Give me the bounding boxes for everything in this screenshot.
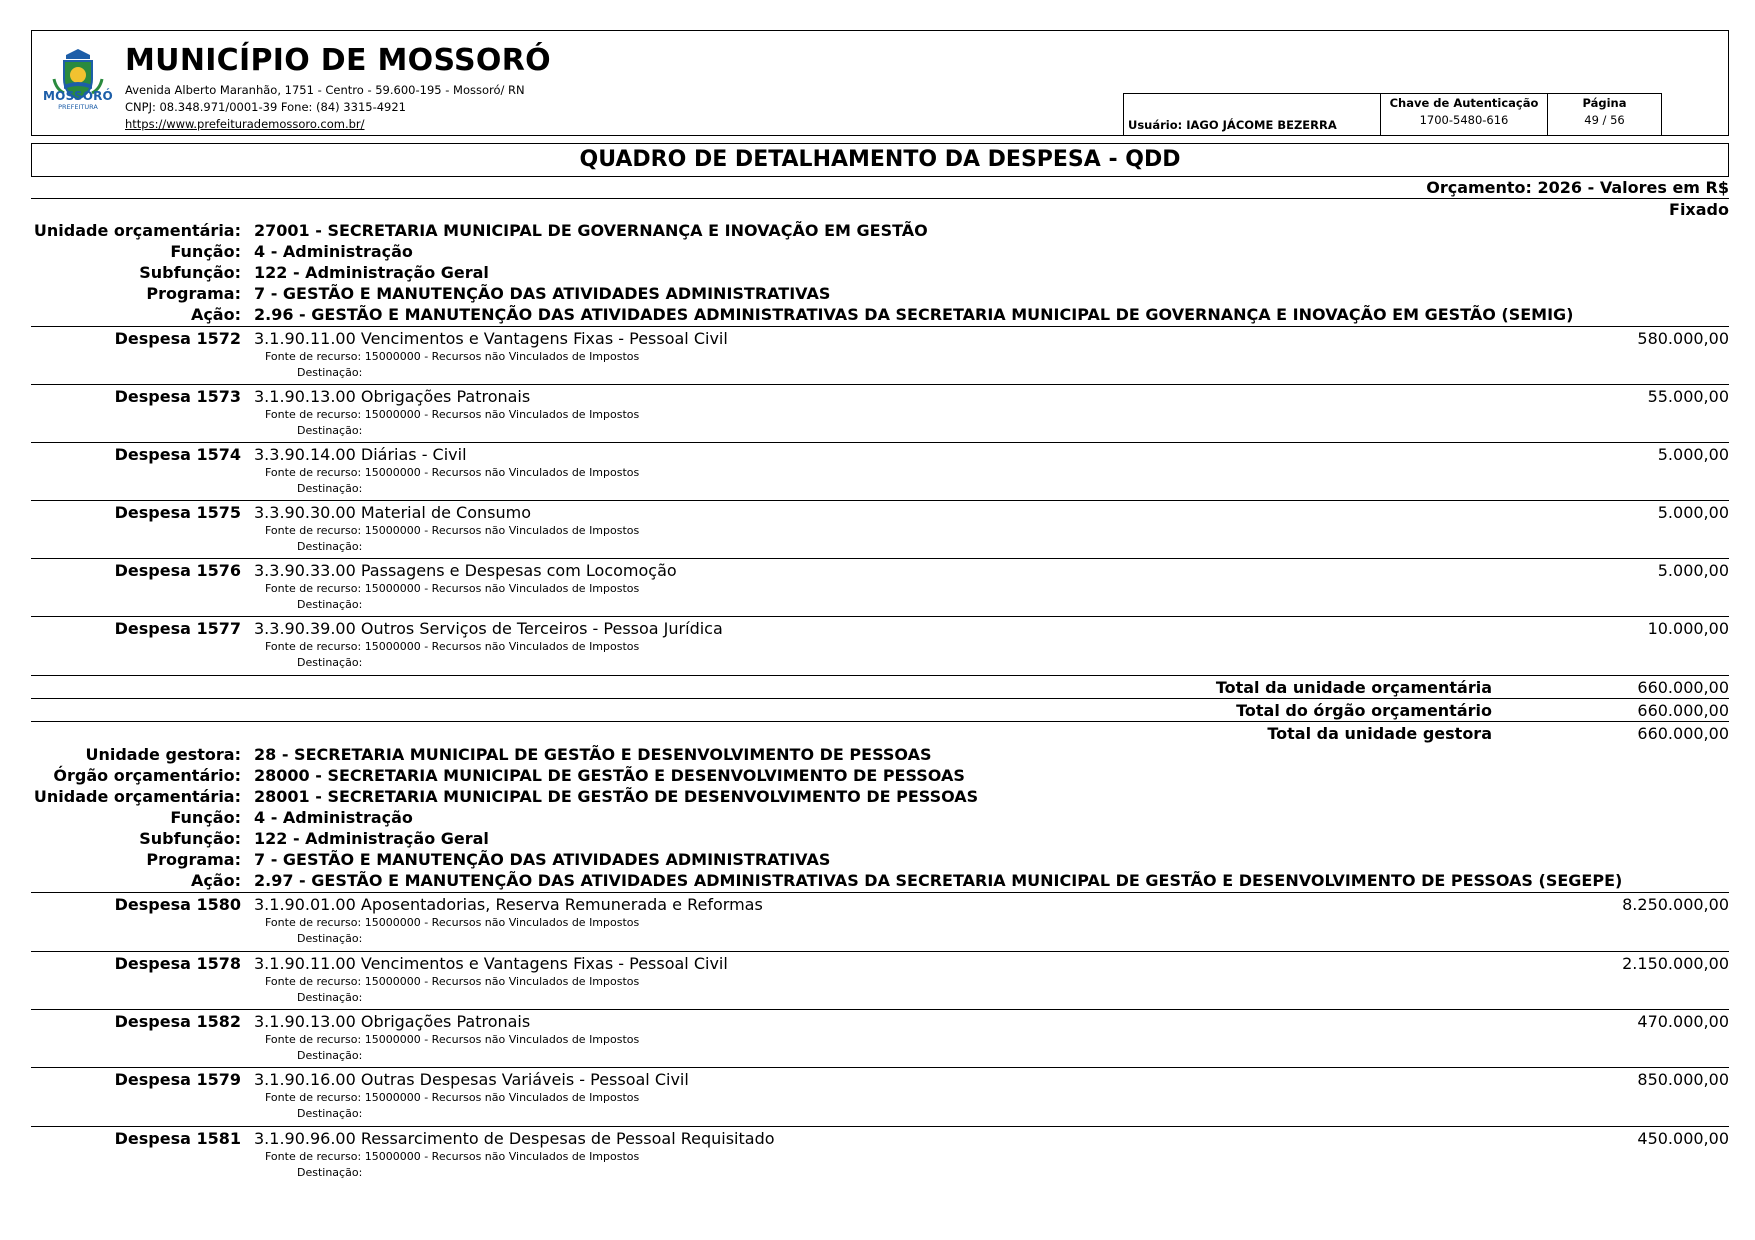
expense-destination: Destinação: xyxy=(297,540,363,553)
unidade-orc-value: 28001 - SECRETARIA MUNICIPAL DE GESTÃO DE DESENVOLVIMENTO DE PESSOAS xyxy=(254,787,979,806)
expense-source: Fonte de recurso: 15000000 - Recursos não Vinculados de Impostos xyxy=(265,524,640,537)
expense-label: Despesa 1573 xyxy=(114,387,241,406)
address-line: Avenida Alberto Maranhão, 1751 - Centro - 59.600-195 - Mossoró/ RN xyxy=(125,83,525,97)
expense-source: Fonte de recurso: 15000000 - Recursos não Vinculados de Impostos xyxy=(265,975,640,988)
website-link[interactable]: https://www.prefeiturademossoro.com.br/ xyxy=(125,117,365,131)
funcao-label: Função: xyxy=(170,808,241,827)
document-title: QUADRO DE DETALHAMENTO DA DESPESA - QDD xyxy=(31,143,1729,177)
total-unidade-orc-label: Total da unidade orçamentária xyxy=(1215,678,1492,697)
acao-value: 2.96 - GESTÃO E MANUTENÇÃO DAS ATIVIDADES ADMINISTRATIVAS DA SECRETARIA MUNICIPAL DE GOVERNANÇA E INOVAÇÃO EM GESTÃO (SEMIG) xyxy=(254,305,1574,324)
logo-wordmark: MOSSORÓ xyxy=(43,89,113,103)
expense-value: 470.000,00 xyxy=(1637,1012,1729,1031)
subfuncao-label: Subfunção: xyxy=(139,263,241,282)
total-unidade-orc-value: 660.000,00 xyxy=(1637,678,1729,697)
expense-value: 8.250.000,00 xyxy=(1622,895,1729,914)
expense-value: 5.000,00 xyxy=(1657,561,1729,580)
expense-description: 3.1.90.11.00 Vencimentos e Vantagens Fixas - Pessoal Civil xyxy=(254,954,728,973)
auth-key-label: Chave de Autenticação xyxy=(1389,96,1539,110)
expense-label: Despesa 1582 xyxy=(114,1012,241,1031)
total-unidade-gestora-label: Total da unidade gestora xyxy=(1267,724,1492,743)
expense-destination: Destinação: xyxy=(297,1107,363,1120)
expense-value: 5.000,00 xyxy=(1657,503,1729,522)
expense-label: Despesa 1579 xyxy=(114,1070,241,1089)
budget-year: Orçamento: 2026 - Valores em R$ xyxy=(1426,178,1729,197)
auth-key-cell xyxy=(1380,93,1547,136)
expense-source: Fonte de recurso: 15000000 - Recursos não Vinculados de Impostos xyxy=(265,466,640,479)
divider xyxy=(31,384,1729,385)
expense-description: 3.1.90.01.00 Aposentadorias, Reserva Remunerada e Reformas xyxy=(254,895,763,914)
expense-destination: Destinação: xyxy=(297,932,363,945)
expense-label: Despesa 1575 xyxy=(114,503,241,522)
expense-label: Despesa 1572 xyxy=(114,329,241,348)
expense-source: Fonte de recurso: 15000000 - Recursos não Vinculados de Impostos xyxy=(265,640,640,653)
expense-value: 2.150.000,00 xyxy=(1622,954,1729,973)
subfuncao-value: 122 - Administração Geral xyxy=(254,263,489,282)
divider xyxy=(31,675,1729,676)
unidade-gestora-label: Unidade gestora: xyxy=(85,745,241,764)
logo-subtitle: PREFEITURA xyxy=(58,103,98,111)
expense-destination: Destinação: xyxy=(297,656,363,669)
divider xyxy=(31,326,1729,327)
page-number: 49 / 56 xyxy=(1584,113,1625,127)
divider xyxy=(31,1067,1729,1068)
divider xyxy=(31,616,1729,617)
expense-value: 580.000,00 xyxy=(1637,329,1729,348)
expense-description: 3.3.90.14.00 Diárias - Civil xyxy=(254,445,467,464)
divider xyxy=(31,698,1729,699)
divider xyxy=(31,951,1729,952)
total-orgao-label: Total do órgão orçamentário xyxy=(1236,701,1492,720)
divider xyxy=(31,1009,1729,1010)
subfuncao-value: 122 - Administração Geral xyxy=(254,829,489,848)
acao-label: Ação: xyxy=(190,871,241,890)
orgao-label: Órgão orçamentário: xyxy=(53,766,241,785)
divider xyxy=(31,721,1729,722)
funcao-label: Função: xyxy=(170,242,241,261)
user-cell xyxy=(1123,93,1380,136)
user-name: Usuário: IAGO JÁCOME BEZERRA xyxy=(1128,118,1337,132)
page-label: Página xyxy=(1582,96,1627,110)
acao-label: Ação: xyxy=(190,305,241,324)
unidade-orc-label: Unidade orçamentária: xyxy=(33,221,241,240)
expense-destination: Destinação: xyxy=(297,598,363,611)
divider xyxy=(31,442,1729,443)
expense-source: Fonte de recurso: 15000000 - Recursos não Vinculados de Impostos xyxy=(265,1150,640,1163)
page-cell xyxy=(1547,93,1662,136)
unidade-gestora-value: 28 - SECRETARIA MUNICIPAL DE GESTÃO E DESENVOLVIMENTO DE PESSOAS xyxy=(254,745,932,764)
expense-label: Despesa 1576 xyxy=(114,561,241,580)
divider xyxy=(31,198,1729,199)
expense-description: 3.1.90.96.00 Ressarcimento de Despesas de Pessoal Requisitado xyxy=(254,1129,775,1148)
divider xyxy=(31,558,1729,559)
orgao-value: 28000 - SECRETARIA MUNICIPAL DE GESTÃO E DESENVOLVIMENTO DE PESSOAS xyxy=(254,766,965,785)
expense-label: Despesa 1578 xyxy=(114,954,241,973)
expense-description: 3.1.90.11.00 Vencimentos e Vantagens Fixas - Pessoal Civil xyxy=(254,329,728,348)
column-header-fixado: Fixado xyxy=(1669,200,1729,219)
funcao-value: 4 - Administração xyxy=(254,242,413,261)
expense-destination: Destinação: xyxy=(297,424,363,437)
expense-label: Despesa 1581 xyxy=(114,1129,241,1148)
expense-source: Fonte de recurso: 15000000 - Recursos não Vinculados de Impostos xyxy=(265,916,640,929)
programa-label: Programa: xyxy=(146,284,241,303)
expense-label: Despesa 1577 xyxy=(114,619,241,638)
programa-value: 7 - GESTÃO E MANUTENÇÃO DAS ATIVIDADES ADMINISTRATIVAS xyxy=(254,850,831,869)
expense-value: 450.000,00 xyxy=(1637,1129,1729,1148)
expense-value: 55.000,00 xyxy=(1647,387,1729,406)
expense-destination: Destinação: xyxy=(297,482,363,495)
auth-key-value: 1700-5480-616 xyxy=(1419,113,1509,127)
cnpj-line: CNPJ: 08.348.971/0001-39 Fone: (84) 3315-4921 xyxy=(125,100,406,114)
expense-source: Fonte de recurso: 15000000 - Recursos não Vinculados de Impostos xyxy=(265,350,640,363)
expense-description: 3.1.90.13.00 Obrigações Patronais xyxy=(254,1012,531,1031)
expense-value: 5.000,00 xyxy=(1657,445,1729,464)
divider xyxy=(31,892,1729,893)
funcao-value: 4 - Administração xyxy=(254,808,413,827)
unidade-orc-value: 27001 - SECRETARIA MUNICIPAL DE GOVERNANÇA E INOVAÇÃO EM GESTÃO xyxy=(254,221,928,240)
expense-destination: Destinação: xyxy=(297,1049,363,1062)
expense-destination: Destinação: xyxy=(297,366,363,379)
expense-label: Despesa 1580 xyxy=(114,895,241,914)
subfuncao-label: Subfunção: xyxy=(139,829,241,848)
divider xyxy=(31,1126,1729,1127)
expense-description: 3.1.90.16.00 Outras Despesas Variáveis - Pessoal Civil xyxy=(254,1070,689,1089)
total-orgao-value: 660.000,00 xyxy=(1637,701,1729,720)
acao-value: 2.97 - GESTÃO E MANUTENÇÃO DAS ATIVIDADES ADMINISTRATIVAS DA SECRETARIA MUNICIPAL DE GESTÃO E DESENVOLVIMENTO DE PESSOAS (SEGEPE) xyxy=(254,871,1623,890)
expense-value: 10.000,00 xyxy=(1647,619,1729,638)
expense-description: 3.3.90.33.00 Passagens e Despesas com Locomoção xyxy=(254,561,677,580)
programa-value: 7 - GESTÃO E MANUTENÇÃO DAS ATIVIDADES ADMINISTRATIVAS xyxy=(254,284,831,303)
expense-label: Despesa 1574 xyxy=(114,445,241,464)
divider xyxy=(31,500,1729,501)
expense-description: 3.1.90.13.00 Obrigações Patronais xyxy=(254,387,531,406)
expense-description: 3.3.90.30.00 Material de Consumo xyxy=(254,503,531,522)
expense-source: Fonte de recurso: 15000000 - Recursos não Vinculados de Impostos xyxy=(265,1033,640,1046)
expense-description: 3.3.90.39.00 Outros Serviços de Terceiros - Pessoa Jurídica xyxy=(254,619,723,638)
expense-value: 850.000,00 xyxy=(1637,1070,1729,1089)
municipality-title: MUNICÍPIO DE MOSSORÓ xyxy=(125,43,551,78)
unidade-orc-label: Unidade orçamentária: xyxy=(33,787,241,806)
expense-destination: Destinação: xyxy=(297,991,363,1004)
expense-destination: Destinação: xyxy=(297,1166,363,1179)
total-unidade-gestora-value: 660.000,00 xyxy=(1637,724,1729,743)
expense-source: Fonte de recurso: 15000000 - Recursos não Vinculados de Impostos xyxy=(265,1091,640,1104)
document-header xyxy=(31,30,1729,136)
programa-label: Programa: xyxy=(146,850,241,869)
expense-source: Fonte de recurso: 15000000 - Recursos não Vinculados de Impostos xyxy=(265,582,640,595)
expense-source: Fonte de recurso: 15000000 - Recursos não Vinculados de Impostos xyxy=(265,408,640,421)
